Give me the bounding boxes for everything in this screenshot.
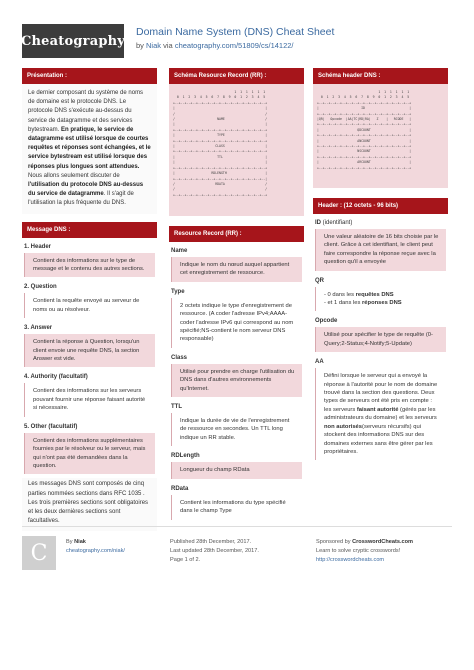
presentation-p1: Le dernier composant du système de noms de domaine est le protocole DNS. Le protocole DNS s'exécute au-dessus du service de datagramme et des services bytestream. — [28, 90, 144, 133]
footer-author-url[interactable]: cheatography.com/niak/ — [66, 548, 125, 554]
sponsor-pre: Sponsored by — [316, 539, 351, 545]
byline — [136, 41, 294, 50]
message-item-head: 4. Authority (facultatif) — [24, 374, 88, 381]
qr-line-2-text: - et 1 dans les — [324, 300, 361, 307]
via-label: via — [163, 41, 173, 50]
field-aa-body — [315, 368, 446, 460]
author-link[interactable]: Niak — [146, 41, 162, 50]
column-3 — [313, 68, 448, 464]
field-aa-head: AA — [315, 359, 324, 366]
section-header-schema-title: Schéma header DNS : — [313, 68, 448, 84]
field-opcode-head: Opcode — [315, 318, 338, 325]
rr-item-body: Utilisé pour prendre en charge l'utilisation du DNS dans d'autres environnements qu'Internet. — [171, 364, 302, 397]
field-id-label: ID — [315, 220, 321, 226]
message-item-body: Contient la requête envoyé au serveur de noms ou au résolveur. — [24, 293, 155, 318]
section-header-title: Header : (12 octets - 96 bits) — [313, 198, 448, 214]
footer-dates — [170, 538, 259, 565]
qr-line-2-bold: réponses DNS — [362, 300, 402, 307]
message-item-head: 1. Header — [24, 243, 52, 250]
message-item-head: 3. Answer — [24, 325, 53, 332]
rr-item-body: 2 octets indique le type d'enregistrement de ressource. (A coder l'adresse IPv4;AAAA-coder l'adresse IPv6 qui correspond au nom spécifié;NS-contient le nom serveur DNS responsable) — [171, 298, 302, 348]
presentation-text — [22, 84, 157, 214]
presentation-p2: Nous allons seulement discuter de — [28, 172, 120, 179]
section-message-title: Message DNS : — [22, 222, 157, 238]
sheet-url-link[interactable]: cheatography.com/51809/cs/14122/ — [174, 41, 294, 50]
footer — [0, 528, 474, 598]
aa-p2: (gérés par les administrateurs du domaine) et les serveurs — [324, 406, 437, 422]
qr-line-1-text: - 0 dans les — [324, 291, 354, 298]
rr-list — [169, 242, 304, 520]
rr-item-head: Class — [171, 354, 188, 361]
field-qr-head: QR — [315, 277, 324, 284]
field-id-body: Une valeur aléatoire de 16 bits choisie par le client. Grâce à cet identifiant, le client peut faire correspondre la réponse reçue avec la question qu'il a envoyée — [315, 229, 446, 271]
field-id-note: (identifiant) — [321, 220, 353, 226]
qr-line-1 — [324, 291, 440, 299]
rr-item-body: Longueur du champ RData — [171, 462, 302, 478]
footer-sponsor — [316, 538, 413, 565]
by-label: by — [136, 41, 144, 50]
sponsor-name[interactable]: CrosswordCheats.com — [352, 539, 414, 545]
field-qr-body — [315, 287, 446, 312]
section-rr-schema-title: Schéma Resource Record (RR) : — [169, 68, 304, 84]
rr-item-head: Name — [171, 248, 188, 254]
qr-line-1-bold: requêtes DNS — [355, 291, 394, 298]
page-title: Domain Name System (DNS) Cheat Sheet — [136, 26, 335, 38]
rr-item-body: Indique le nom du nœud auquel appartient cet enregistrement de ressource. — [171, 257, 302, 282]
published-date: Published 28th December, 2017. — [170, 539, 252, 545]
aa-b2: non autorisés — [324, 423, 363, 430]
message-item-body: Contient des informations sur le type de message et le contenu des autres sections. — [24, 253, 155, 278]
sponsor-url[interactable]: http://crosswordcheats.com — [316, 557, 385, 563]
sponsor-line: Learn to solve cryptic crosswords! — [316, 548, 401, 554]
message-item-head: 2. Question — [24, 284, 57, 291]
rr-item-head: TTL — [171, 404, 182, 411]
rr-item-body: Indique la durée de vie de l'enregistrement de ressource en secondes. Un TTL long indique un RR stable. — [171, 413, 302, 446]
section-presentation-title: Présentation : — [22, 68, 157, 84]
section-rr-title: Resource Record (RR) : — [169, 226, 304, 242]
updated-date: Last updated 28th December, 2017. — [170, 548, 259, 554]
field-opcode-body: Utilisé pour spécifier le type de requête (0-Query;2-Status;4-Notify;5-Update) — [315, 327, 446, 352]
rr-item-head: Type — [171, 288, 185, 295]
header-fields-list — [313, 214, 448, 460]
rr-item-head: RDLength — [171, 453, 200, 460]
rr-schema-diagram: 1 1 1 1 1 1 0 1 2 3 4 5 6 7 8 9 0 1 2 3 4 5 +--+--+--+--+--+--+--+--+--+--+--+--+--+--+--+--+ | | / / / NAME / | | +--+--+--+--+--+--+--+--+--+--+--+--+--+--+--+--+ | TYPE | +--+--+--+--+--+--+--+--+--+--+--+--+--+--+--+--+ | CLASS | +--+--+--+--+--+--+--+--+--+--+--+--+--+--+--+--+ | TTL | | | +--+--+--+--+--+--+--+--+--+--+--+--+--+--+--+--+ | RDLENGTH | +--+--+--+--+--+--+--+--+--+--+--+--+--+--+--+--| / RDATA / / / +--+--+--+--+--+--+--+--+--+--+--+--+--+--+--+--+ — [169, 84, 304, 216]
aa-b1: faisant autorité — [356, 406, 399, 413]
cheatography-logo[interactable]: Cheatography — [22, 24, 124, 58]
cheatography-c-logo-icon[interactable]: C — [22, 536, 56, 570]
message-item-body: Contient des informations sur les serveurs pouvant fournir une réponse faisant autorité si nécessaire. — [24, 383, 155, 416]
page-number: Page 1 of 2. — [170, 557, 201, 563]
footer-divider — [22, 526, 452, 527]
header-schema-diagram: 1 1 1 1 1 1 0 1 2 3 4 5 6 7 8 9 0 1 2 3 4 5 +--+--+--+--+--+--+--+--+--+--+--+--+--+--+--+--+ | ID | +--+--+--+--+--+--+--+--+--+--+--+--+--+--+--+--+ |QR| Opcode |AA|TC|RD|RA| Z | RCODE | +--+--+--+--+--+--+--+--+--+--+--+--+--+--+--+--+ | QDCOUNT | +--+--+--+--+--+--+--+--+--+--+--+--+--+--+--+--+ | ANCOUNT | +--+--+--+--+--+--+--+--+--+--+--+--+--+--+--+--+ | NSCOUNT | +--+--+--+--+--+--+--+--+--+--+--+--+--+--+--+--+ | ARCOUNT | +--+--+--+--+--+--+--+--+--+--+--+--+--+--+--+--+ — [313, 84, 448, 188]
column-2 — [169, 68, 304, 524]
message-item-body: Contient des informations supplémentaires fournies par le résolveur ou le serveur, mais qui n'ont pas été demandées dans la question. — [24, 433, 155, 475]
presentation-p3: . Il s'agit de l'utilisation la plus fréquente du DNS. — [28, 191, 134, 207]
footer-author — [66, 538, 125, 556]
aa-p1: Défini lorsque le serveur qui a envoyé la réponse à l'autorité pour le nom de domaine trouvé dans la section des questions. Deux types de serveurs ont été pris en compte : les serveurs — [324, 373, 438, 413]
column-1 — [22, 68, 157, 531]
presentation-p1b: En pratique, le service de datagramme est utilisé lorsque de courtes requêtes et réponses sont échangées, et le service bytestream est utilisé lorsque des réponses plus longues sont attendues. — [28, 126, 151, 170]
aa-p3: (serveurs récursifs) qui stockent des informations DNS sur des domaines externes sans être gérer par les propriétaires. — [324, 423, 433, 455]
message-list — [22, 238, 157, 532]
qr-line-2 — [324, 299, 440, 307]
message-item-head: 5. Other (facultatif) — [24, 423, 78, 430]
presentation-p2b: l'utilisation du protocole DNS au-dessus du service de datagramme — [28, 182, 144, 198]
rr-item-head: RData — [171, 485, 189, 492]
footer-by-label: By — [66, 539, 73, 545]
footer-author-name[interactable]: Niak — [74, 539, 86, 545]
rr-item-body: Contient les informations du type spécifié dans le champ Type — [171, 495, 302, 520]
message-item-body: Contient la réponse à Question, lorsqu'un client envoie une requête DNS, la section Answer est vide. — [24, 334, 155, 367]
field-id-head — [313, 217, 448, 229]
message-footer-text: Les messages DNS sont composés de cinq parties nommées sections dans RFC 1035 . Les trois premières sections sont obligatoires et les deux dernières sections sont facultatives. — [22, 478, 157, 531]
